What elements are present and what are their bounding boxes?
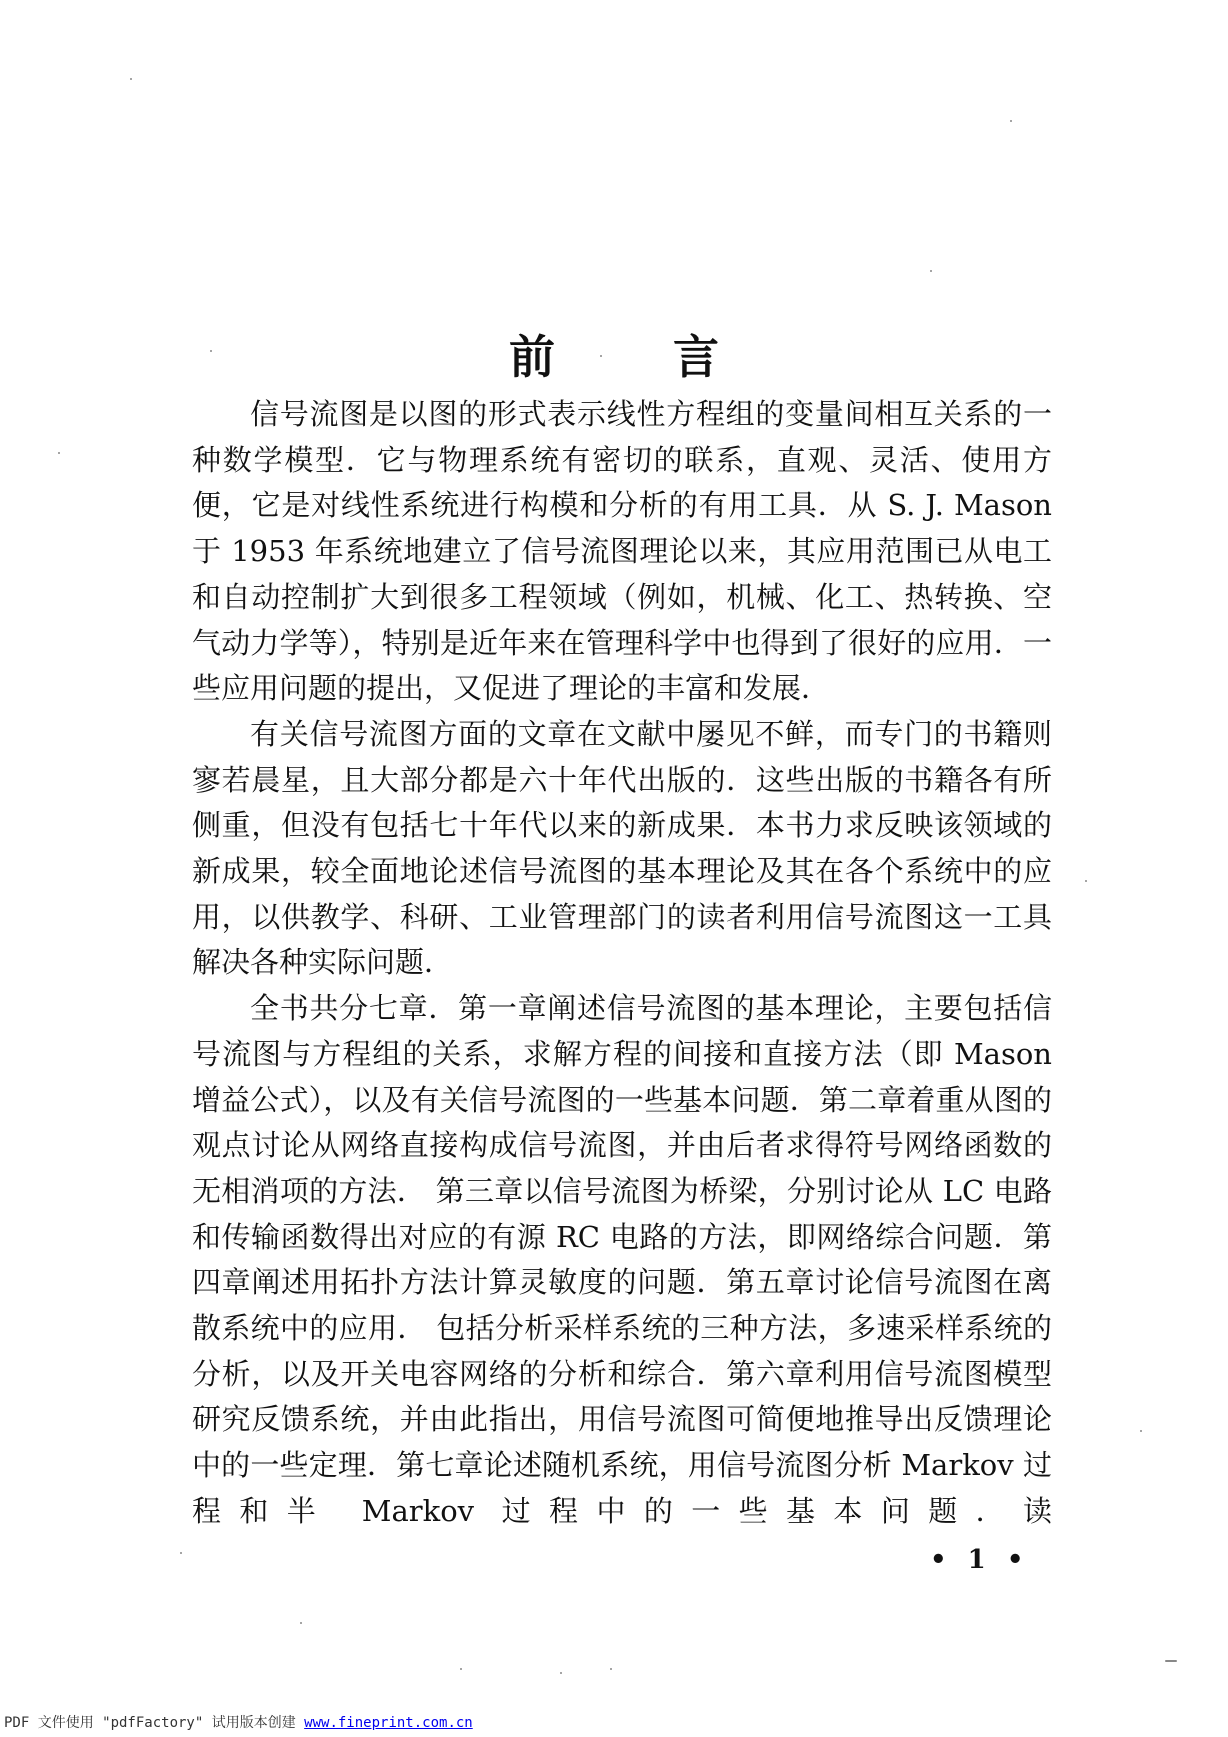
scan-speck bbox=[1010, 120, 1012, 122]
scan-speck bbox=[560, 1672, 562, 1674]
scan-speck bbox=[130, 78, 132, 80]
scan-speck bbox=[600, 355, 602, 357]
scan-speck bbox=[58, 452, 60, 454]
scan-speck bbox=[1085, 880, 1087, 882]
scan-speck bbox=[180, 1552, 182, 1554]
preface-body bbox=[192, 392, 1052, 1535]
pdf-footer bbox=[4, 1712, 473, 1732]
scan-speck bbox=[930, 270, 932, 272]
paragraph-1: 信号流图是以图的形式表示线性方程组的变量间相互关系的一种数学模型．它与物理系统有密切的联系，直观、灵活、使用方便，它是对线性系统进行构模和分析的有用工具．从 S. J. Mason 于 1953 年系统地建立了信号流图理论以来，其应用范围已从电工和自动控制扩大到很多工程领域（例如，机械、化工、热转换、空气动力学等），特别是近年来在管理科学中也得到了很好的应用．一些应用问题的提出，又促进了理论的丰富和发展． bbox=[192, 397, 1052, 706]
scan-speck bbox=[610, 1668, 612, 1670]
page-title bbox=[0, 329, 1228, 385]
footer-text: PDF 文件使用 "pdfFactory" 试用版本创建 bbox=[4, 1715, 305, 1731]
paragraph-3: 全书共分七章．第一章阐述信号流图的基本理论，主要包括信号流图与方程组的关系，求解方程的间接和直接方法（即 Mason 增益公式），以及有关信号流图的一些基本问题．第二章着重从图的观点讨论从网络直接构成信号流图，并由后者求得符号网络函数的无相消项的方法． 第三章以信号流图为桥梁，分别讨论从 LC 电路和传输函数得出对应的有源 RC 电路的方法，即网络综合问题．第四章阐述用拓扑方法计算灵敏度的问题．第五章讨论信号流图在离散系统中的应用． 包括分析采样系统的三种方法，多速采样系统的分析，以及开关电容网络的分析和综合．第六章利用信号流图模型研究反馈系统，并由此指出，用信号流图可简便地推导出反馈理论中的一些定理．第七章论述随机系统，用信号流图分析 Markov 过程和半 Markov 过程中的一些基本问题．读 bbox=[192, 991, 1052, 1528]
scan-speck bbox=[1140, 1430, 1142, 1432]
title-char-2: 言 bbox=[673, 329, 719, 384]
scan-speck bbox=[210, 350, 212, 352]
footer-link[interactable]: www.fineprint.com.cn bbox=[304, 1715, 473, 1731]
title-char-1: 前 bbox=[509, 329, 555, 384]
scan-speck bbox=[1165, 1660, 1177, 1662]
scan-speck bbox=[460, 1668, 462, 1670]
page-number: • 1 • bbox=[930, 1545, 1030, 1575]
paragraph-2: 有关信号流图方面的文章在文献中屡见不鲜，而专门的书籍则寥若晨星，且大部分都是六十年代出版的．这些出版的书籍各有所侧重，但没有包括七十年代以来的新成果．本书力求反映该领域的新成果，较全面地论述信号流图的基本理论及其在各个系统中的应用，以供教学、科研、工业管理部门的读者利用信号流图这一工具解决各种实际问题． bbox=[192, 716, 1052, 980]
scan-speck bbox=[300, 1622, 302, 1624]
